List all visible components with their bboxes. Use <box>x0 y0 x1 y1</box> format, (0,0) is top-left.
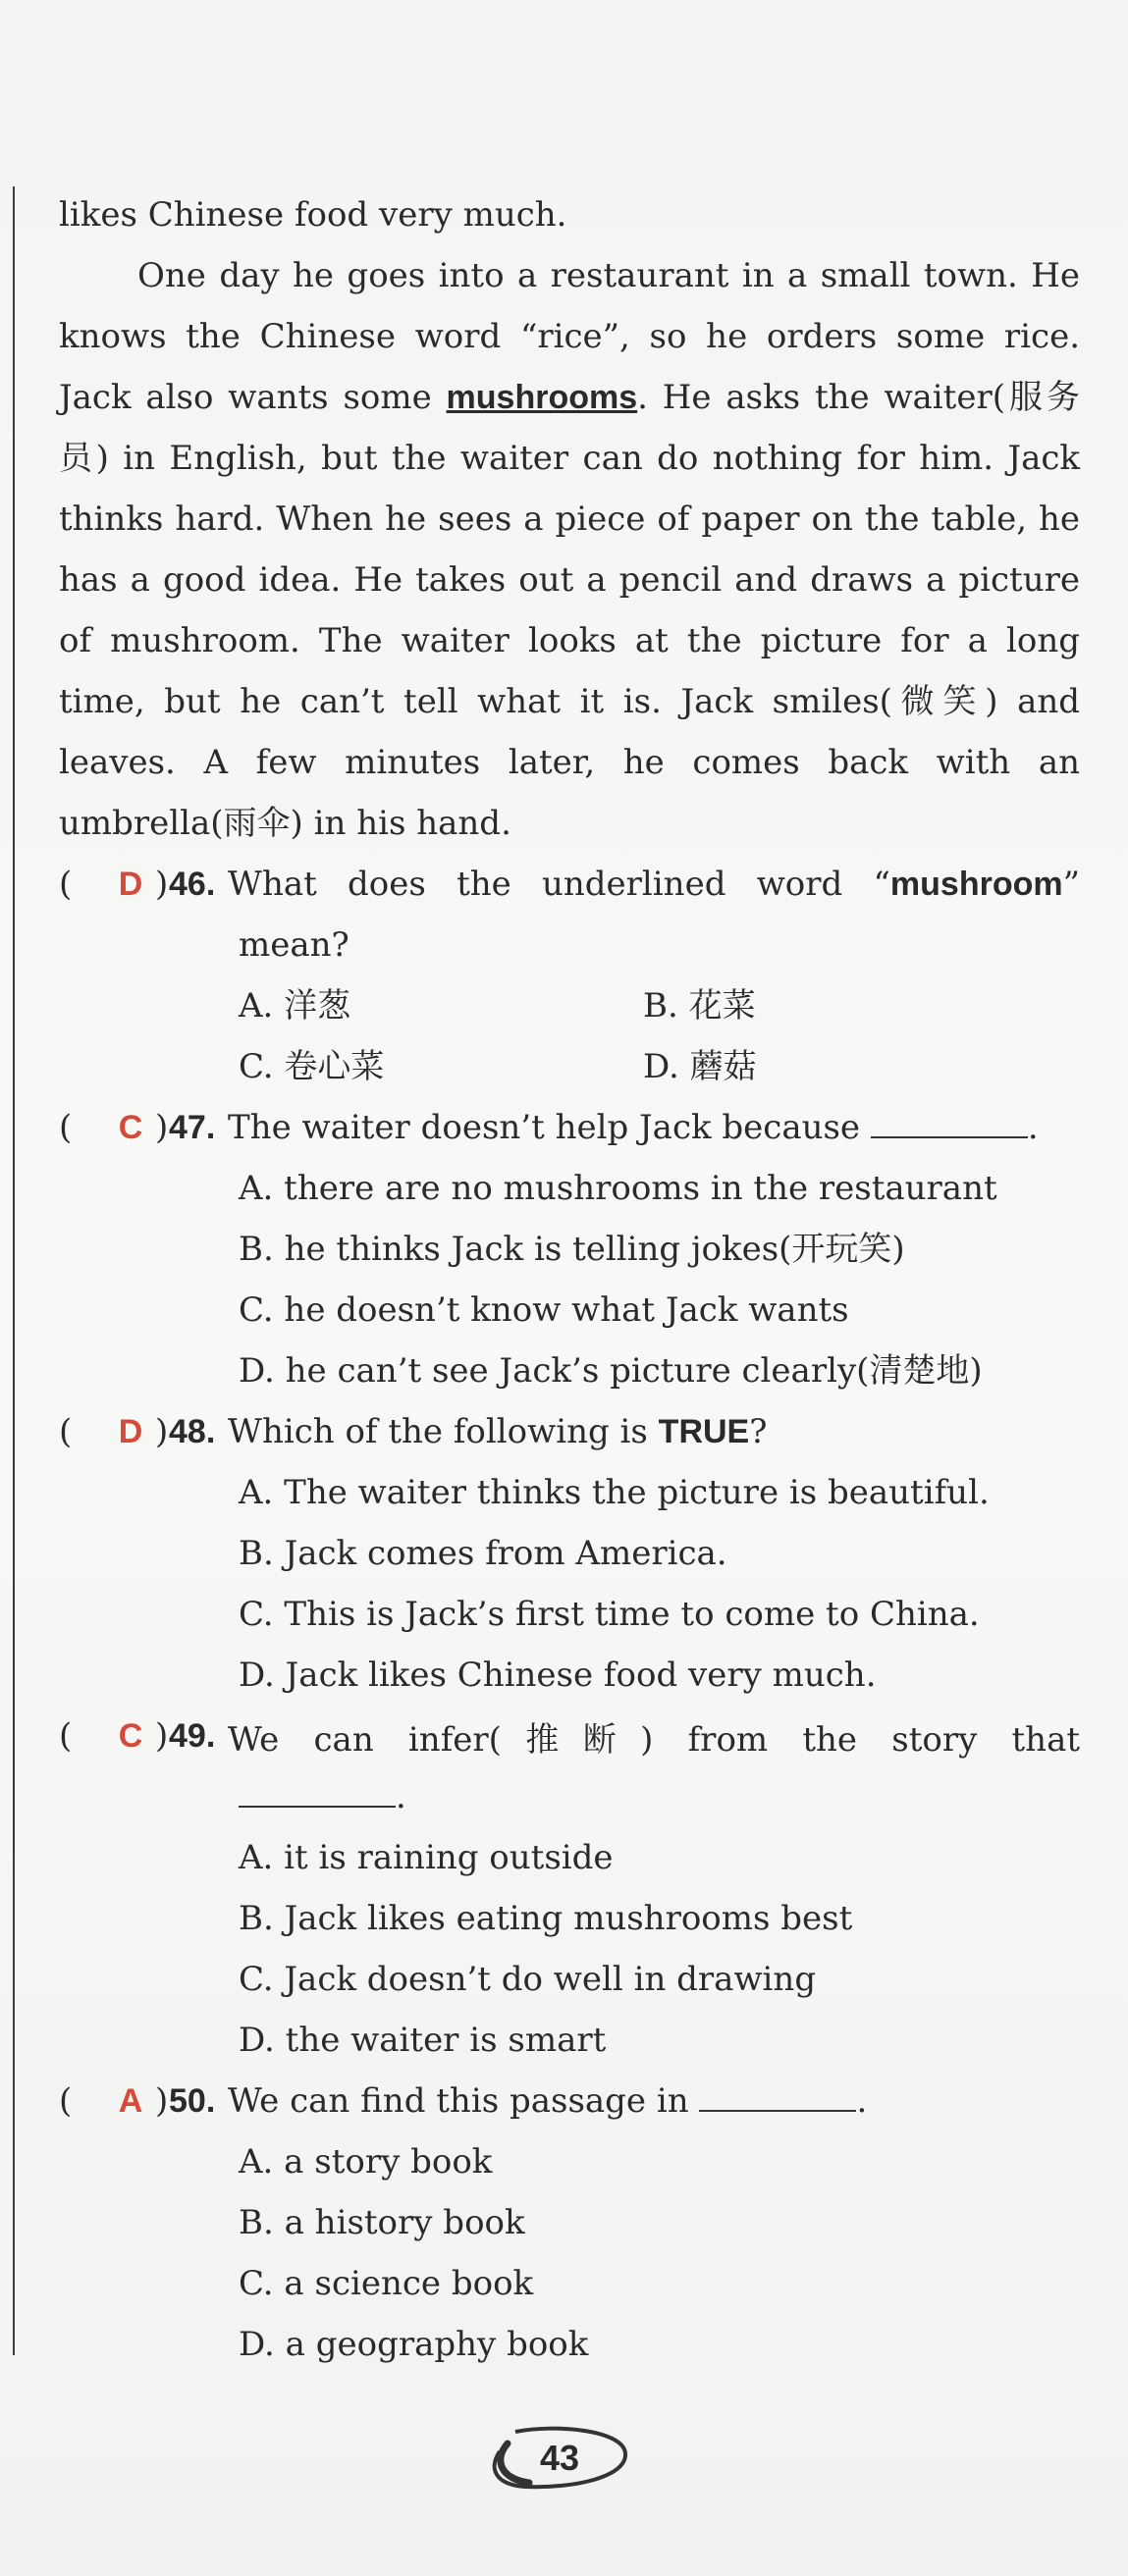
question-number: 46. <box>169 865 216 903</box>
close-paren: ) <box>155 1108 169 1147</box>
answer-blank <box>699 2082 856 2112</box>
open-paren: ( <box>59 2081 73 2121</box>
option-a: A. The waiter thinks the picture is beautiful. <box>239 1473 990 1512</box>
question-48 <box>59 1401 1080 1706</box>
close-paren: ) <box>155 1716 169 1756</box>
question-number: 49. <box>169 1716 216 1755</box>
option-c: C. This is Jack’s first time to come to China. <box>239 1595 980 1634</box>
option-c: C. he doesn’t know what Jack wants <box>239 1290 849 1330</box>
question-stem: We can find this passage in . <box>228 2081 868 2121</box>
answer-blank <box>871 1109 1028 1138</box>
question-47 <box>59 1097 1080 1401</box>
answer-mark: D <box>118 865 143 903</box>
option-d: D. he can’t see Jack’s picture clearly(清楚地) <box>239 1351 983 1391</box>
question-49 <box>59 1706 1080 2071</box>
option-c: C. 卷心菜 <box>239 1047 385 1086</box>
option-list <box>59 975 1080 1097</box>
option-c: C. a science book <box>239 2264 534 2303</box>
close-paren: ) <box>155 2081 169 2121</box>
underlined-word: mushrooms <box>446 379 638 416</box>
question-number: 50. <box>169 2081 216 2120</box>
page-number: 43 <box>539 2438 580 2478</box>
option-b: B. Jack comes from America. <box>239 1534 727 1573</box>
answer-mark: C <box>118 1716 143 1755</box>
question-stem: What does the underlined word “mushroom” <box>228 865 1080 904</box>
page-number-badge <box>486 2426 633 2491</box>
answer-blank <box>239 1778 396 1808</box>
question-number: 47. <box>169 1108 216 1146</box>
option-list <box>59 1462 1080 1706</box>
margin-rule <box>13 186 15 2355</box>
option-c: C. Jack doesn’t do well in drawing <box>239 1960 817 1999</box>
open-paren: ( <box>59 865 73 904</box>
option-a: A. 洋葱 <box>239 986 351 1025</box>
option-list <box>59 2131 1080 2375</box>
question-number: 48. <box>169 1412 216 1450</box>
passage-line-0: likes Chinese food very much. <box>59 195 567 235</box>
passage-paragraph <box>59 245 1080 854</box>
question-stem-continued: . <box>59 1766 1080 1827</box>
answer-mark: A <box>118 2081 143 2120</box>
option-b: B. he thinks Jack is telling jokes(开玩笑) <box>239 1230 905 1269</box>
answer-mark: D <box>118 1412 143 1450</box>
question-stem: The waiter doesn’t help Jack because . <box>228 1108 1039 1147</box>
option-b: B. Jack likes eating mushrooms best <box>239 1899 853 1938</box>
question-46 <box>59 854 1080 1097</box>
question-50 <box>59 2071 1080 2375</box>
passage-text-1: One day he goes into a restaurant in a small town. He knows the Chinese word “rice”, so he orders some rice. Jack also wants some <box>59 256 1080 417</box>
option-b: B. 花菜 <box>643 986 756 1025</box>
option-d: D. a geography book <box>239 2325 589 2364</box>
open-paren: ( <box>59 1108 73 1147</box>
close-paren: ) <box>155 865 169 904</box>
option-a: A. there are no mushrooms in the restaurant <box>239 1169 997 1208</box>
option-list <box>59 1158 1080 1401</box>
question-stem: We can infer(推断) from the story that <box>228 1719 1080 1760</box>
open-paren: ( <box>59 1716 73 1756</box>
option-a: A. it is raining outside <box>239 1838 614 1877</box>
close-paren: ) <box>155 1412 169 1451</box>
reading-passage <box>59 184 1080 854</box>
option-d: D. Jack likes Chinese food very much. <box>239 1656 877 1695</box>
option-list <box>59 1827 1080 2071</box>
option-a: A. a story book <box>239 2142 493 2182</box>
question-stem: Which of the following is TRUE? <box>228 1412 768 1451</box>
option-b: B. a history book <box>239 2203 525 2242</box>
option-d: D. 蘑菇 <box>643 1047 757 1086</box>
passage-text-2: . He asks the waiter(服务员) in English, but the waiter can do nothing for him. Jack thinks hard. When he sees a piece of paper on the table, he has a good idea. He takes out a pencil and draws a picture of mushroom. The waiter looks at the picture for a long time, but he can’t tell what it is. Jack smiles(微笑) and leaves. A few minutes later, he comes back with an umbrella(雨伞) in his hand. <box>59 378 1081 843</box>
open-paren: ( <box>59 1412 73 1451</box>
question-stem-continued: mean? <box>239 925 349 965</box>
question-list <box>59 854 1080 2375</box>
answer-mark: C <box>118 1108 143 1146</box>
option-d: D. the waiter is smart <box>239 2021 607 2060</box>
